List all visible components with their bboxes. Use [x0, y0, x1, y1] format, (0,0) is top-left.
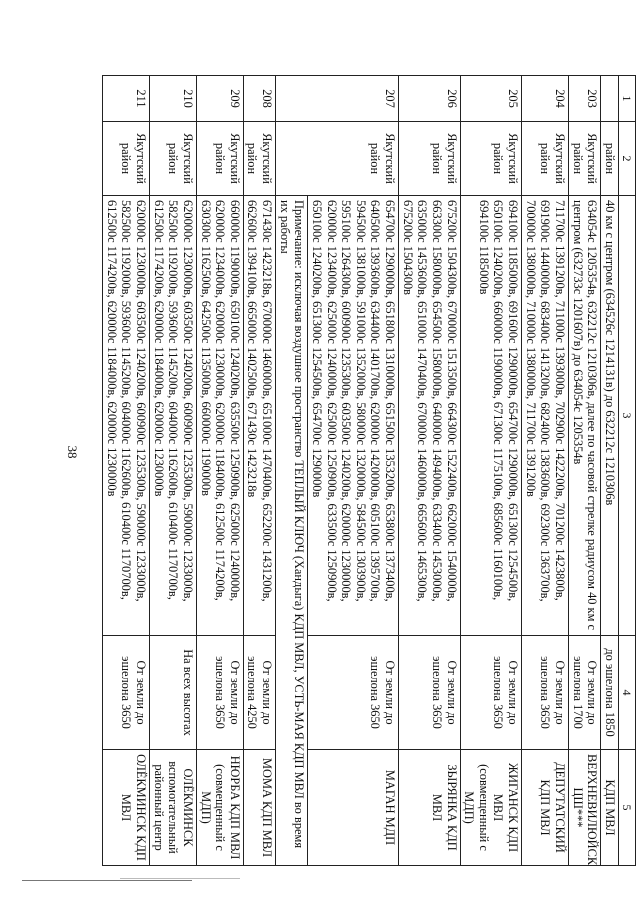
region-cell: район — [601, 122, 619, 196]
table-row — [196, 76, 243, 866]
row-number: 210 — [150, 76, 197, 122]
coordinates-cell: 671430с 1423218в, 670000с 1460000в, 651000с 1470400в, 652200с 1431200в, 662600с 1394100в, 665000с 1402500в, 671430с 1423218в — [243, 196, 275, 636]
coordinates-cell: 711700с 1391200в, 711000с 1393000в, 702900с 1422200в, 701200с 1423800в, 691900с 1440000в, 683400с 1413200в, 682400с 1383600в, 692300с 1363700в, 700000с 1380000в, 710000с 1380000в, 711700с 1391200в — [522, 196, 569, 636]
altitude-limit-cell: до эшелона 1850 — [601, 636, 619, 750]
header-col-5: 5 — [618, 750, 635, 866]
row-number: 204 — [522, 76, 569, 122]
atc-unit-cell: ЗЫРЯНКА КДП МВЛ — [399, 750, 461, 866]
table-row — [522, 76, 569, 866]
altitude-limit-cell: От земли до эшелона 3650 — [196, 636, 243, 750]
region-cell: Якутский район — [243, 122, 275, 196]
coordinates-cell: 40 км с центром (634526с 1214131в) до 632212с 1210306в — [601, 196, 619, 636]
table-row — [399, 76, 461, 866]
row-number: 208 — [243, 76, 275, 122]
coordinates-cell: 620000с 1230000в, 603500с 1240200в, 600900с 1235300в, 590000с 1233000в, 582500с 1192000в, 593600с 1145200в, 604000с 1162600в, 610400с 1170700в, 612500с 1174200в, 620000с 1184000в, 620000с 1230000в — [103, 196, 150, 636]
page-number: 38 — [65, 445, 80, 459]
atc-unit-cell: ОЛЁКМИНСК вспомогательный районный центр — [150, 750, 197, 866]
header-col-3: 3 — [618, 196, 635, 636]
region-cell: Якутский район — [522, 122, 569, 196]
table-row — [568, 76, 600, 866]
atc-unit-cell: НЮРБА КДП МВЛ (совмещенный с МДП) — [196, 750, 243, 866]
rotated-table-container — [96, 75, 636, 865]
atc-unit-cell: МАГАН МДП — [308, 750, 399, 866]
altitude-limit-cell: От земли до эшелона 3650 — [308, 636, 399, 750]
region-cell: Якутский район — [276, 122, 399, 196]
atc-unit-cell: КДП МВЛ — [601, 750, 619, 866]
coordinates-cell: 654700с 1290000в, 651800с 1310000в, 651500с 1353200в, 653800с 1373400в, 640500с 1393600в, 634400с 1401700в, 620000с 1420000в, 605100с 1395700в, 594500с 1381000в, 591000с 1352000в, 580000с 1320000в, 584500с 1303900в, 595100с 1264300в, 600900с 1235300в, 603500с 1240200в, 620000с 1230000в, 620000с 1234000в, 625000с 1240000в, 625000с 1250900в, 633500с 1250900в, 650100с 1240200в, 651300с 1254500в, 654700с 1290000в — [308, 196, 399, 636]
altitude-limit-cell: От земли до эшелона 3650 — [522, 636, 569, 750]
row-number — [601, 76, 619, 122]
row-number: 203 — [568, 76, 600, 122]
row-number: 205 — [460, 76, 522, 122]
coordinates-cell: 660000с 1190000в, 650100с 1240200в, 635500с 1250900в, 625000с 1240000в, 620000с 1234000в, 620000с 1230000в, 620000с 1184000в, 612500с 1174200в, 630300с 1162500в, 642500с 1135000в, 660000с 1190000в — [196, 196, 243, 636]
table-row — [308, 76, 399, 866]
coordinates-cell: 694100с 1185000в, 691600с 1290000в, 654700с 1290000в, 651300с 1254500в, 650100с 1240200в, 660000с 1190000в, 671300с 1175100в, 685600с 1160100в, 694100с 1185000в — [460, 196, 522, 636]
row-number: 211 — [103, 76, 150, 122]
altitude-limit-cell: От земли до эшелона 3650 — [103, 636, 150, 750]
header-col-4: 4 — [618, 636, 635, 750]
atc-unit-cell: ЖИГАНСК КДП МВЛ (совмещенный с МДП) — [460, 750, 522, 866]
region-cell: Якутский район — [150, 122, 197, 196]
header-row — [618, 76, 635, 866]
atc-unit-cell: МОМА КДП МВЛ — [243, 750, 275, 866]
row-number: 206 — [399, 76, 461, 122]
airspace-table — [102, 75, 636, 866]
altitude-limit-cell: От земли до эшелона 4250 — [243, 636, 275, 750]
region-cell: Якутский район — [460, 122, 522, 196]
table-row — [601, 76, 619, 866]
row-number: 207 — [276, 76, 399, 122]
table-row — [103, 76, 150, 866]
region-cell: Якутский район — [399, 122, 461, 196]
coordinates-cell: 634054с 1205354в, 632212с 1210306в, далее по часовой стрелке радиусом 40 км с центром (632733с 1201607в) до 634054с 1205354в — [568, 196, 600, 636]
note-cell: Примечание: исключая воздушное пространство ТЕПЛЫЙ КЛЮЧ (Хандыга) КДП МВЛ, УСТЬ-МАЯ КДП МВЛ во время их работы — [276, 196, 308, 866]
header-col-2: 2 — [618, 122, 635, 196]
altitude-limit-cell: От земли до эшелона 1700 — [568, 636, 600, 750]
table-row — [243, 76, 275, 866]
table-row — [460, 76, 522, 866]
region-cell: Якутский район — [568, 122, 600, 196]
region-cell: Якутский район — [103, 122, 150, 196]
table-row — [150, 76, 197, 866]
coordinates-cell: 620000с 1230000в, 603500с 1240200в, 600900с 1235300в, 590000с 1233000в, 582500с 1192000в, 593600с 1145200в, 604000с 1162600в, 610400с 1170700в, 612500с 1174200в, 620000с 1184000в, 620000с 1230000в — [150, 196, 197, 636]
region-cell: Якутский район — [196, 122, 243, 196]
altitude-limit-cell: От земли до эшелона 3650 — [460, 636, 522, 750]
atc-unit-cell: ДЕПУТАТСКИЙ КДП МВЛ — [522, 750, 569, 866]
altitude-limit-cell: На всех высотах — [150, 636, 197, 750]
atc-unit-cell: ОЛЁКМИНСК КДП МВЛ — [103, 750, 150, 866]
header-col-1: 1 — [618, 76, 635, 122]
coordinates-cell: 675200с 1504300в, 670000с 1513500в, 664300с 1522400в, 662000с 1540000в, 663300с 1580000в, 654500с 1580000в, 640000с 1494000в, 633400с 1453000в, 635000с 1453600в, 651000с 1470400в, 670000с 1460000в, 665600с 1465300в, 675200с 1504300в — [399, 196, 461, 636]
atc-unit-cell: ВЕРХНЕВИЛЮЙСК ЦШ*** — [568, 750, 600, 866]
row-number: 209 — [196, 76, 243, 122]
footer-rule — [22, 880, 192, 881]
footer-rule-faint — [120, 878, 240, 879]
altitude-limit-cell: От земли до эшелона 3650 — [399, 636, 461, 750]
